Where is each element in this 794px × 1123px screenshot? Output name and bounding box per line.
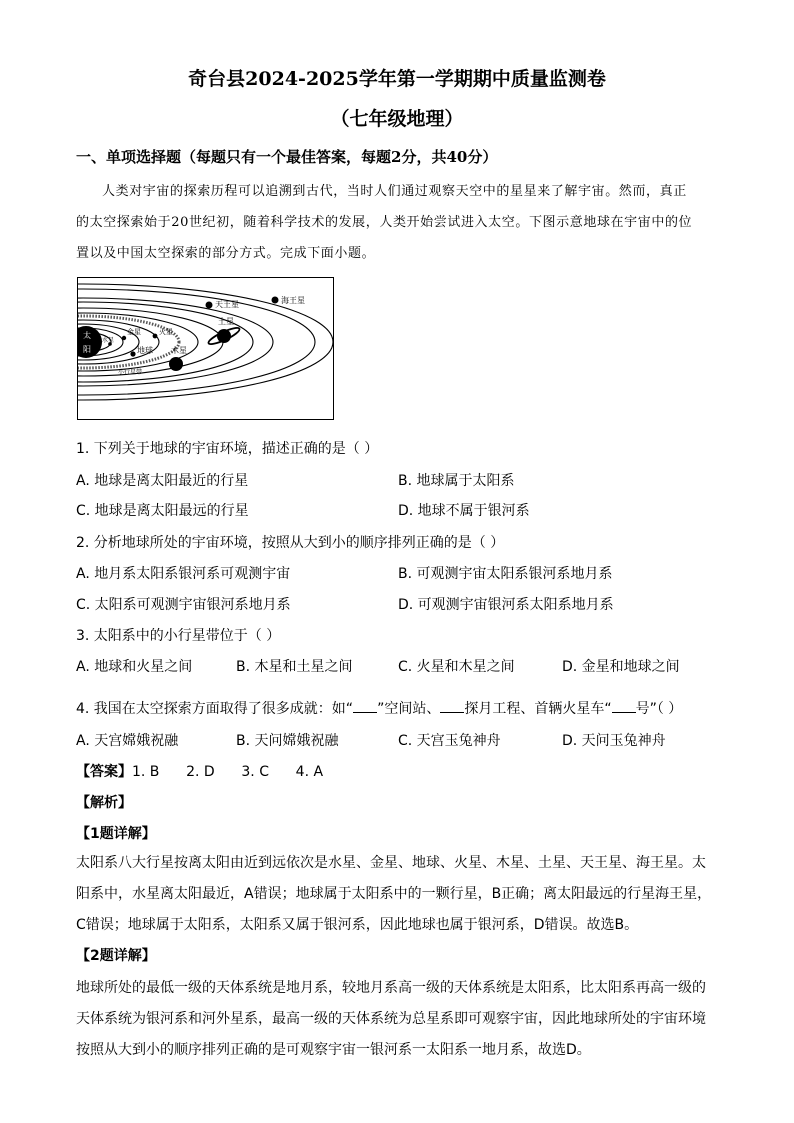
sun-label: 阳 [83,345,91,354]
question-4-stem-part: 探月工程、首辆火星车“ [464,701,612,717]
question-2-option-d[interactable]: D. 可观测宇宙银河系太阳系地月系 [398,597,614,613]
jupiter-label: 木星 [171,346,187,355]
page-subtitle: （七年级地理） [330,108,464,130]
solar-system-figure [77,277,334,420]
question-2-option-b[interactable]: B. 可观测宇宙太阳系银河系地月系 [398,566,613,582]
question-3-option-b[interactable]: B. 木星和土星之间 [236,659,353,675]
venus [122,336,126,340]
mars [153,334,158,339]
answer-blank[interactable] [440,700,464,713]
question-2-option-c[interactable]: C. 太阳系可观测宇宙银河系地月系 [76,597,291,613]
mars-label: 火星 [159,328,173,336]
question-1-option-a[interactable]: A. 地球是离太阳最近的行星 [76,473,249,489]
detail-1-line: 太阳系八大行星按离太阳由近到远依次是水星、金星、地球、火星、木星、土星、天王星、海王星。太 [76,855,706,871]
answer-blank[interactable] [353,700,377,713]
saturn-label: 土星 [218,317,234,326]
question-1-option-b[interactable]: B. 地球属于太阳系 [398,473,515,489]
detail-1-label: 【1题详解】 [76,826,156,842]
question-4-option-b[interactable]: B. 天问嫦娥祝融 [236,733,339,749]
question-3-stem: 3. 太阳系中的小行星带位于（ ） [76,628,281,644]
page-title: 奇台县2024-2025学年第一学期期中质量监测卷 [188,68,606,90]
detail-1-line: 阳系中，水星离太阳最近，A错误；地球属于太阳系中的一颗行星，B正确；离太阳最远的行星海王星， [76,886,712,902]
question-4-option-d[interactable]: D. 天问玉兔神舟 [562,733,666,749]
answer-label: 【答案】 [76,764,132,780]
detail-2-line: 地球所处的最低一级的天体系统是地月系，较地月系高一级的天体系统是太阳系，比太阳系再高一级的 [76,980,706,996]
intro-line: 人类对宇宙的探索历程可以追溯到古代，当时人们通过观察天空中的星星来了解宇宙。然而，真正 [102,184,687,199]
question-1-option-c[interactable]: C. 地球是离太阳最远的行星 [76,503,249,519]
uranus [206,302,213,309]
question-1-stem: 1. 下列关于地球的宇宙环境，描述正确的是（ ） [76,441,379,457]
section-heading: 一、单项选择题（每题只有一个最佳答案，每题2分，共40分） [76,148,498,166]
question-2-stem: 2. 分析地球所处的宇宙环境，按照从大到小的顺序排列正确的是（ ） [76,535,505,551]
question-3-option-d[interactable]: D. 金星和地球之间 [562,659,680,675]
question-4-stem-part: ”空间站、 [377,701,441,717]
mercury-label: 水星 [102,337,115,344]
detail-1-line: C错误；地球属于太阳系，太阳系又属于银河系，因此地球也属于银河系，D错误。故选B。 [76,917,639,933]
question-1-option-d[interactable]: D. 地球不属于银河系 [398,503,530,519]
earth [130,351,135,356]
question-4-stem-part: 号”（ ） [635,701,683,717]
earth-label: 地球 [137,346,153,355]
answer-line [76,761,323,781]
answer-blank[interactable] [612,700,636,713]
detail-2-label: 【2题详解】 [76,948,156,964]
question-4-stem [76,698,682,718]
detail-2-line: 按照从大到小的顺序排列正确的是可观察宇宙一银河系一太阳系一地月系，故选D。 [76,1042,591,1058]
question-4-option-a[interactable]: A. 天宫嫦娥祝融 [76,733,179,749]
neptune-label: 海王星 [281,296,305,305]
question-4-stem-part: 4. 我国在太空探索方面取得了很多成就：如“ [76,701,354,717]
jupiter [169,357,183,371]
intro-line: 的太空探索始于20世纪初，随着科学技术的发展，人类开始尝试进入太空。下图示意地球在宇宙中的位 [76,215,693,230]
question-3-option-c[interactable]: C. 火星和木星之间 [398,659,515,675]
question-2-option-a[interactable]: A. 地月系太阳系银河系可观测宇宙 [76,566,291,582]
answer-values: 1. B 2. D 3. C 4. A [132,764,324,780]
intro-line: 置以及中国太空探索的部分方式。完成下面小题。 [76,246,376,261]
analysis-label: 【解析】 [76,795,132,811]
sun-label: 太 [83,331,91,340]
asteroid-belt-label: 小行星带 [118,369,143,376]
uranus-label: 天王星 [215,300,239,309]
question-3-option-a[interactable]: A. 地球和火星之间 [76,659,193,675]
detail-2-line: 天体系统为银河系和河外星系，最高一级的天体系统为总星系即可观察宇宙，因此地球所处的宇宙环境 [76,1011,706,1027]
venus-label: 金星 [127,328,141,336]
question-4-option-c[interactable]: C. 天宫玉兔神舟 [398,733,501,749]
neptune [272,297,279,304]
